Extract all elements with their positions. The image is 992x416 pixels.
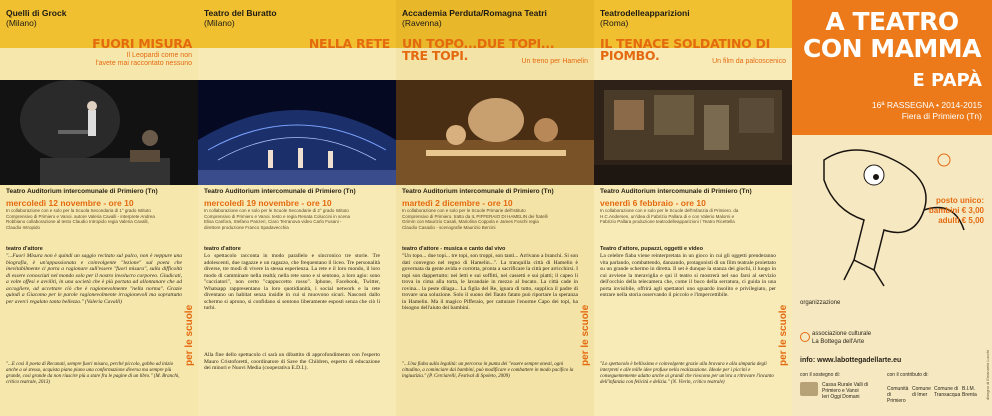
company-name: Teatro del Buratto (Milano) — [204, 8, 277, 28]
performance-date: venerdì 6 febbraio - ore 10 — [600, 198, 706, 208]
description-text: La celebre fiaba viene reinterpretata in un gioco in cui gli oggetti prenderanno vita parlando, combattendo, danzando, protagonisti di un film teatrale proiettato su un grande schermo in diretta. Il set è dunque la stanza dei giochi, il luogo in cui avviene la meraviglia e qui il teatro si mostrerà nel suo farsi al servizio dell'occhio della telecamera che, come il buco della serratura, ci guida in una porta invisibile, offrirà agli spettatori uno sguardo insolito e privilegiato, per entrare nella storia osservando il piccolo e l'impercettibile. — [600, 253, 776, 298]
website-link[interactable]: info: www.labottegadellarte.eu — [800, 357, 902, 364]
company-city: (Milano) — [204, 18, 235, 28]
genre-label: teatro d'attore — [204, 246, 241, 252]
description-text: "...Fuori Misura non è quindi un saggio recitato sul palco, non è neppure una biografia, è un'appassionata e coinvolgente "lezione" sul poeta che inevitabilmente ci porta a ragionare sull'essere "fuori misura", sulla difficoltà di essere conosciuti nel mondo solo per il nostro involucro corporeo. Giudicati, a volte offesi e avviliti, in una società che è più portata ad allontanare che ad accogliere, ad accettare ciò che è ragionevolmente "nella norma". Grazie quindi a Giacomo per le parole ragionevolmente irragionevoli ma soprattutto per averci regalato tanta bellezza." (Valeria Cavalli) — [6, 253, 182, 305]
stage-photo — [0, 80, 198, 185]
venue: Teatro Auditorium intercomunale di Primiero (Tn) — [204, 188, 356, 195]
press-quote: "...E così il poeta di Recanati, sempre fuori misura, perché piccolo, gobbo ad inizio anche a sé stesso, acquista piano piano una conformazione diversa ma sempre più grande, così grande da non riuscire più a stare fra le pagine di un libro." (M. Branchi, critico teatrale, 2013) — [6, 362, 180, 385]
press-quote: "...Una fiaba sulla legalità: un percorso in punta dei "essere sempre onesti, ogni cittadino, a cominciare dai bambini, può modificare e combattere in modo pacifico la ingiustizia." (P. Cerciarelli, Festival di Spoleto, 2009) — [402, 362, 574, 379]
show-subtitle: Un treno per Hamelin — [521, 58, 588, 65]
credits-note: In collaborazione con e solo per le Scuole dell'Infanzia di Primiero. da H.C.Andersen, un'idea di Fabrizio Pallara di e con Valerio Malorni e Fabrizio Pallara produzione teatrodelleapparizioni / Teatro Ricettella — [600, 208, 739, 224]
genre-label: teatro d'attore — [6, 246, 43, 252]
edition-info: 16ª RASSEGNA • 2014-2015 Fiera di Primiero (Tn) — [871, 100, 982, 121]
sponsor-logo-icon — [800, 382, 818, 396]
panel-accademia-perduta — [396, 0, 594, 416]
credits-note: In collaborazione con e solo per la Scuola Secondaria di 1° grado Istituto Comprensivo di Primiero e Vanoi. autore Valeria Cavalli - interprete Andrea Robbiano collaborazione al testo Claudio Intropido regia Valeria Cavalli, Claudio Intropido — [6, 208, 155, 230]
stage-photo — [396, 80, 594, 185]
company-name: Teatrodelleapparizioni (Roma) — [600, 8, 690, 28]
illustration-credit: disegno di Emanuela Lucchi — [985, 350, 990, 401]
contribution-label: con il contributo di: — [887, 372, 929, 378]
show-subtitle: Il Leopardi come non l'avete mai raccontato nessuno — [95, 52, 192, 67]
support-label: con il sostegno di: — [800, 372, 841, 378]
credits-note: In collaborazione con e solo per le Scuole Primarie dell'Istituto Comprensivo di Primiero. tratto da IL PIFFERAIO DI HAMELIN dei fratelli Grimm con Maurizio Casali, Mariolina Coppola e James Foschi regia Claudio Casadio - scenografie Maurizio Bercini — [402, 208, 548, 230]
company-name: Quelli di Grock (Milano) — [6, 8, 67, 28]
venue: Teatro Auditorium intercomunale di Primiero (Tn) — [600, 188, 752, 195]
panel-quelli-di-grock — [0, 0, 198, 416]
association-name: associazione culturale La Bottega dell'Arte — [812, 331, 872, 345]
stage-photo — [198, 80, 396, 185]
stage-photo-image — [198, 80, 396, 185]
genre-label: Teatro d'attore, pupazzi, oggetti e video — [600, 246, 703, 252]
stage-photo-image — [396, 80, 594, 185]
panel-teatro-del-buratto — [198, 0, 396, 416]
venue: Teatro Auditorium intercomunale di Primiero (Tn) — [402, 188, 554, 195]
stage-photo — [594, 80, 792, 185]
company-name: Accademia Perduta/Romagna Teatri (Ravenna) — [402, 8, 547, 28]
panel-teatrodelleapparizioni — [594, 0, 792, 416]
credits-note: In collaborazione con e solo per le Scuole Secondarie di 2° grado Istituto Comprensivo di Primiero e Vanoi. testo e regia Renata Coluccini in scena Elisa Canfora, Stefano Panzeri, Ciaro Terranova video Carlo Fusani - direttore produzione Franco Spadavecchia — [204, 208, 350, 230]
performance-date: martedì 2 dicembre - ore 10 — [402, 198, 513, 208]
press-quote: "Lo spettacolo è bellissimo e coinvolgente grazie alla bravura e alla simpatia degli interpreti e alle mille idee profuse nella realizzazione. Ideale per i piccini e conseguentemente adatto anche ai grandi che riescono per un'ora a ritrovare l'incanto dell'infanzia con felicità e delizia." (N. Vierin, critico teatrale) — [600, 362, 774, 385]
company-city: (Milano) — [6, 18, 37, 28]
company-city: (Roma) — [600, 18, 629, 28]
sponsor-subtitle: Ieri Oggi Domani — [822, 394, 860, 400]
performance-date: mercoledì 12 novembre - ore 10 — [6, 198, 134, 208]
sponsor-name: Cassa Rurale Valli di Primiero e Vanoi — [822, 382, 869, 394]
performance-date: mercoledì 19 novembre - ore 10 — [204, 198, 332, 208]
show-title: NELLA RETE — [308, 36, 390, 51]
description-text: "Un topo... due topi... tre topi, son troppi, son tanti... Arrivano a branchi. Si son dati convegno nel regno di Hamelin...". La tranquilla città di Hamelin è governata da gente avida e corrotta, pronta a sacrificare la città per arricchirsi. I topi son dappertutto: nei letti e sui soffitti, nei cassetti e sui piatti; il capeo li trova in cima alla torta, le lavandaie in mezzo al bucato. La città cade in rovina... la peste dilaga... La figlia del Re, ignara di tutto, supplica il padre di trovare una soluzione. Solo il suono del flauto fatato può riportare la speranza in Hamelin. Ma il magico Pifferaio, per catturare l'enorme Capo dei topi, ha bisogno dell'aiuto dei bambini. — [402, 253, 578, 311]
stage-photo-image — [0, 80, 198, 185]
show-subtitle: Un film da palcoscenico — [712, 58, 786, 65]
show-title: IL TENACE SOLDATINO DI PIOMBO. — [600, 36, 770, 63]
sponsor-transacqua: Comune di Transacqua — [934, 386, 961, 398]
sponsor-bim: B.I.M. Brenta — [962, 386, 977, 398]
company-city: (Ravenna) — [402, 18, 442, 28]
organization-label: organizzazione — [800, 300, 841, 306]
vertical-tag: per le scuole — [778, 304, 789, 366]
sponsor-community: Comunità di Primiero — [887, 386, 909, 404]
stage-photo-image — [594, 80, 792, 185]
sponsor-imer: Comune di Imer — [912, 386, 931, 398]
price-box: posto unico: bambini € 3,00 adulti € 5,00 — [928, 196, 984, 225]
brand-title: A TEATRO CON MAMMA — [802, 7, 982, 63]
genre-label: teatro d'attore - musica e canto dal vivo — [402, 246, 506, 252]
venue: Teatro Auditorium intercomunale di Primiero (Tn) — [6, 188, 158, 195]
cover-panel — [792, 0, 992, 416]
vertical-tag: per le scuole — [184, 304, 195, 366]
description-text-2: Alla fine dello spettacolo ci sarà un dibattito di approfondimento con l'esperto Mauro Cristoforetti, coordinatore di Save the Children, esperto di educazione dei minori e Nuovi Media (cooperativa E.D.I.). — [204, 352, 380, 371]
show-title: FUORI MISURA — [92, 36, 192, 51]
show-title: UN TOPO...DUE TOPI... TRE TOPI. — [402, 36, 555, 63]
association-logo-icon — [800, 332, 810, 342]
vertical-tag: per le scuole — [580, 304, 591, 366]
description-text: Lo spettacolo racconta in modo parallelo e sincronico tre storie. Tre adolescenti, due ragazze e un ragazzo, che frequentano il liceo. Tre personalità diverse, tre modi di vivere la stessa esperienza. La rete e il loro mondo, il loro modo di camminare nella realtà; nella rete sono e si sentono, a loro agio: sono "cacciatori", non certo "cappuccetto rosso". Iphone, Facebook, Twitter, Whatsapp rappresentano la loro quotidianità, i social network e la rete diventano un habitat senza insidie in cui si muovono sicuri. Nascosti dallo schermo si aprono, si confidano si sentono liberamente esposti senza che ciò li turbi. — [204, 253, 380, 311]
brand-title-line3: E PAPÀ — [912, 70, 982, 91]
